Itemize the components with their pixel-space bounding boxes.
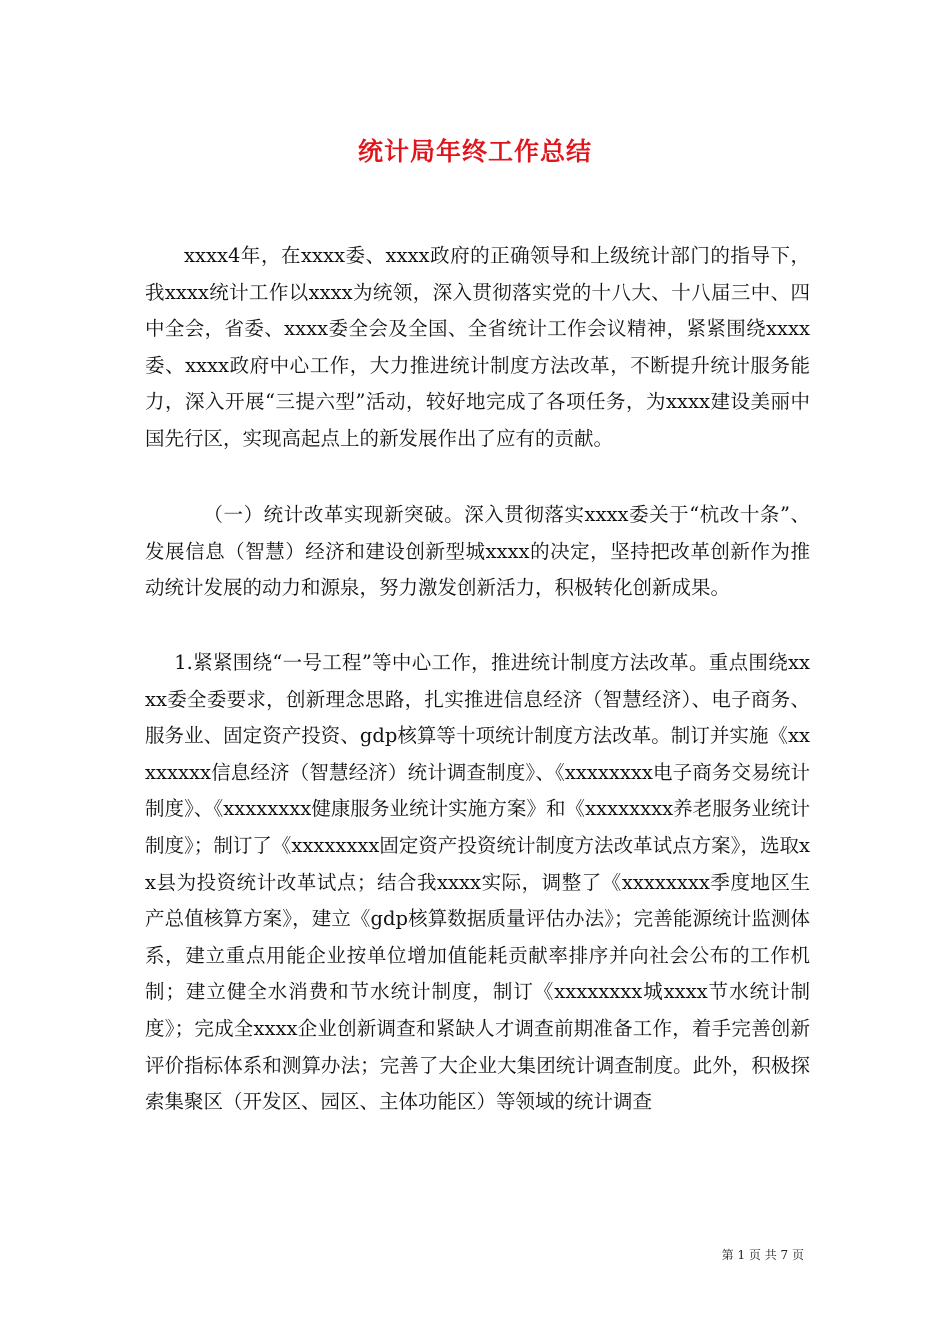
body-paragraph-item-1 bbox=[145, 645, 810, 1121]
body-paragraph-intro bbox=[145, 238, 810, 458]
page-number-footer: 第 1 页 共 7 页 bbox=[721, 1248, 804, 1262]
paragraph-text: 1.紧紧围绕“一号工程”等中心工作，推进统计制度方法改革。重点围绕xxxx委全委要求，创新理念思路，扎实推进信息经济（智慧经济）、电子商务、服务业、固定资产投资、gdp核算等十项统计制度方法改革。制订并实施《xxxxxxxx信息经济（智慧经济）统计调查制度》、《xxxxxxxx电子商务交易统计制度》、《xxxxxxxx健康服务业统计实施方案》和《xxxxxxxx养老服务业统计制度》；制订了《xxxxxxxx固定资产投资统计制度方法改革试点方案》，选取xx县为投资统计改革试点；结合我xxxx实际，调整了《xxxxxxxx季度地区生产总值核算方案》，建立《gdp核算数据质量评估办法》；完善能源统计监测体系，建立重点用能企业按单位增加值能耗贡献率排序并向社会公布的工作机制；建立健全水消费和节水统计制度，制订《xxxxxxxx城xxxx节水统计制度》；完成全xxxx企业创新调查和紧缺人才调查前期准备工作，着手完善创新评价指标体系和测算办法；完善了大企业大集团统计调查制度。此外，积极探索集聚区（开发区、园区、主体功能区）等领域的统计调查 bbox=[145, 651, 810, 1114]
document-title: 统计局年终工作总结 bbox=[357, 137, 592, 166]
paragraph-text: xxxx4年，在xxxx委、xxxx政府的正确领导和上级统计部门的指导下，我xxxx统计工作以xxxx为统领，深入贯彻落实党的十八大、十八届三中、四中全会，省委、xxxx委全会及全国、全省统计工作会议精神，紧紧围绕xxxx委、xxxx政府中心工作，大力推进统计制度方法改革，不断提升统计服务能力，深入开展“三提六型”活动，较好地完成了各项任务，为xxxx建设美丽中国先行区，实现高起点上的新发展作出了应有的贡献。 bbox=[145, 244, 810, 450]
body-paragraph-section-1 bbox=[145, 497, 810, 607]
paragraph-text: （一）统计改革实现新突破。深入贯彻落实xxxx委关于“杭改十条”、发展信息（智慧）经济和建设创新型城xxxx的决定，坚持把改革创新作为推动统计发展的动力和源泉，努力激发创新活力，积极转化创新成果。 bbox=[145, 503, 810, 600]
